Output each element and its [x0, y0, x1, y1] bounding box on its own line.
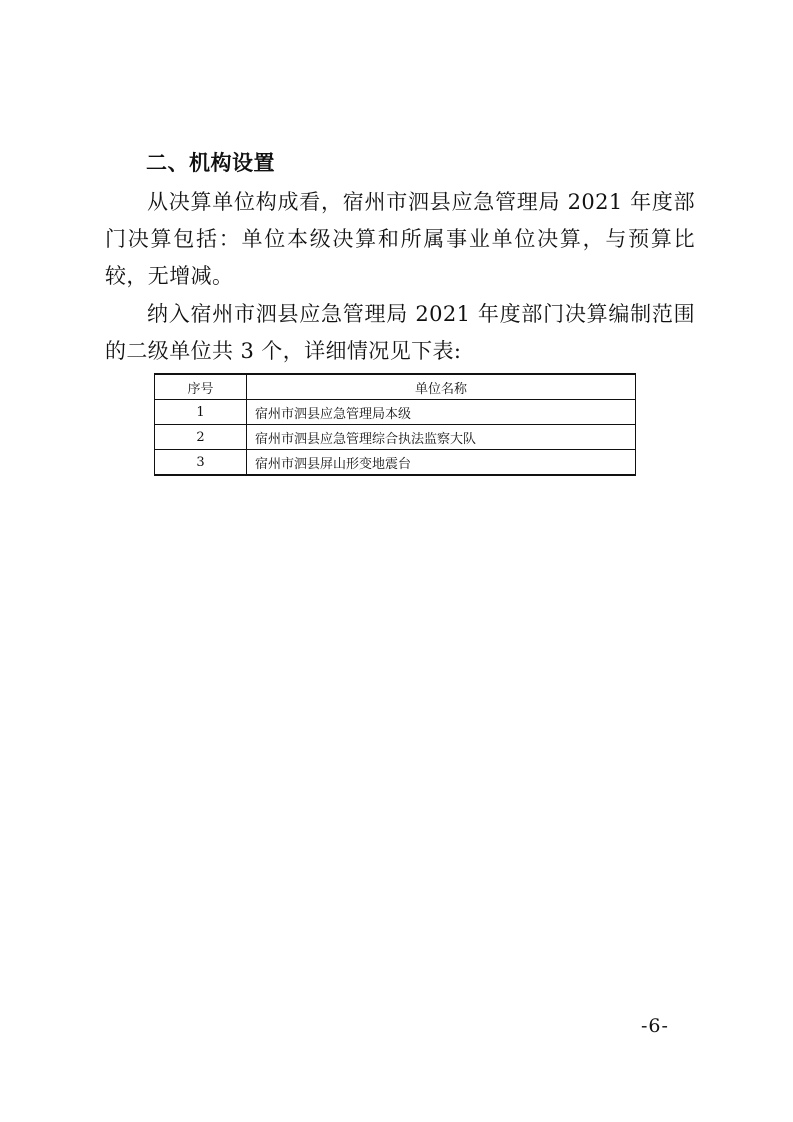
row-seq: 1: [155, 400, 247, 425]
row-unit-name: 宿州市泗县应急管理局本级: [247, 400, 636, 425]
table-row: [155, 400, 636, 425]
table-row: [155, 450, 636, 476]
row-unit-name: 宿州市泗县应急管理综合执法监察大队: [247, 425, 636, 450]
section-heading: 二、机构设置: [146, 151, 275, 175]
table-header-row: [155, 374, 636, 400]
row-seq: 3: [155, 450, 247, 476]
paragraph-secondary-units: 纳入宿州市泗县应急管理局 2021 年度部门决算编制范围的二级单位共 3 个，详细情况见下表:: [105, 302, 695, 363]
table-row: [155, 425, 636, 450]
units-table: [154, 373, 636, 476]
paragraph-budget-composition: 从决算单位构成看，宿州市泗县应急管理局 2021 年度部门决算包括：单位本级决算和所属事业单位决算，与预算比较，无增减。: [105, 190, 695, 288]
row-unit-name: 宿州市泗县屏山形变地震台: [247, 450, 636, 476]
page-number: -6-: [641, 1015, 669, 1037]
header-seq: 序号: [155, 374, 247, 400]
header-unit-name: 单位名称: [247, 374, 636, 400]
row-seq: 2: [155, 425, 247, 450]
